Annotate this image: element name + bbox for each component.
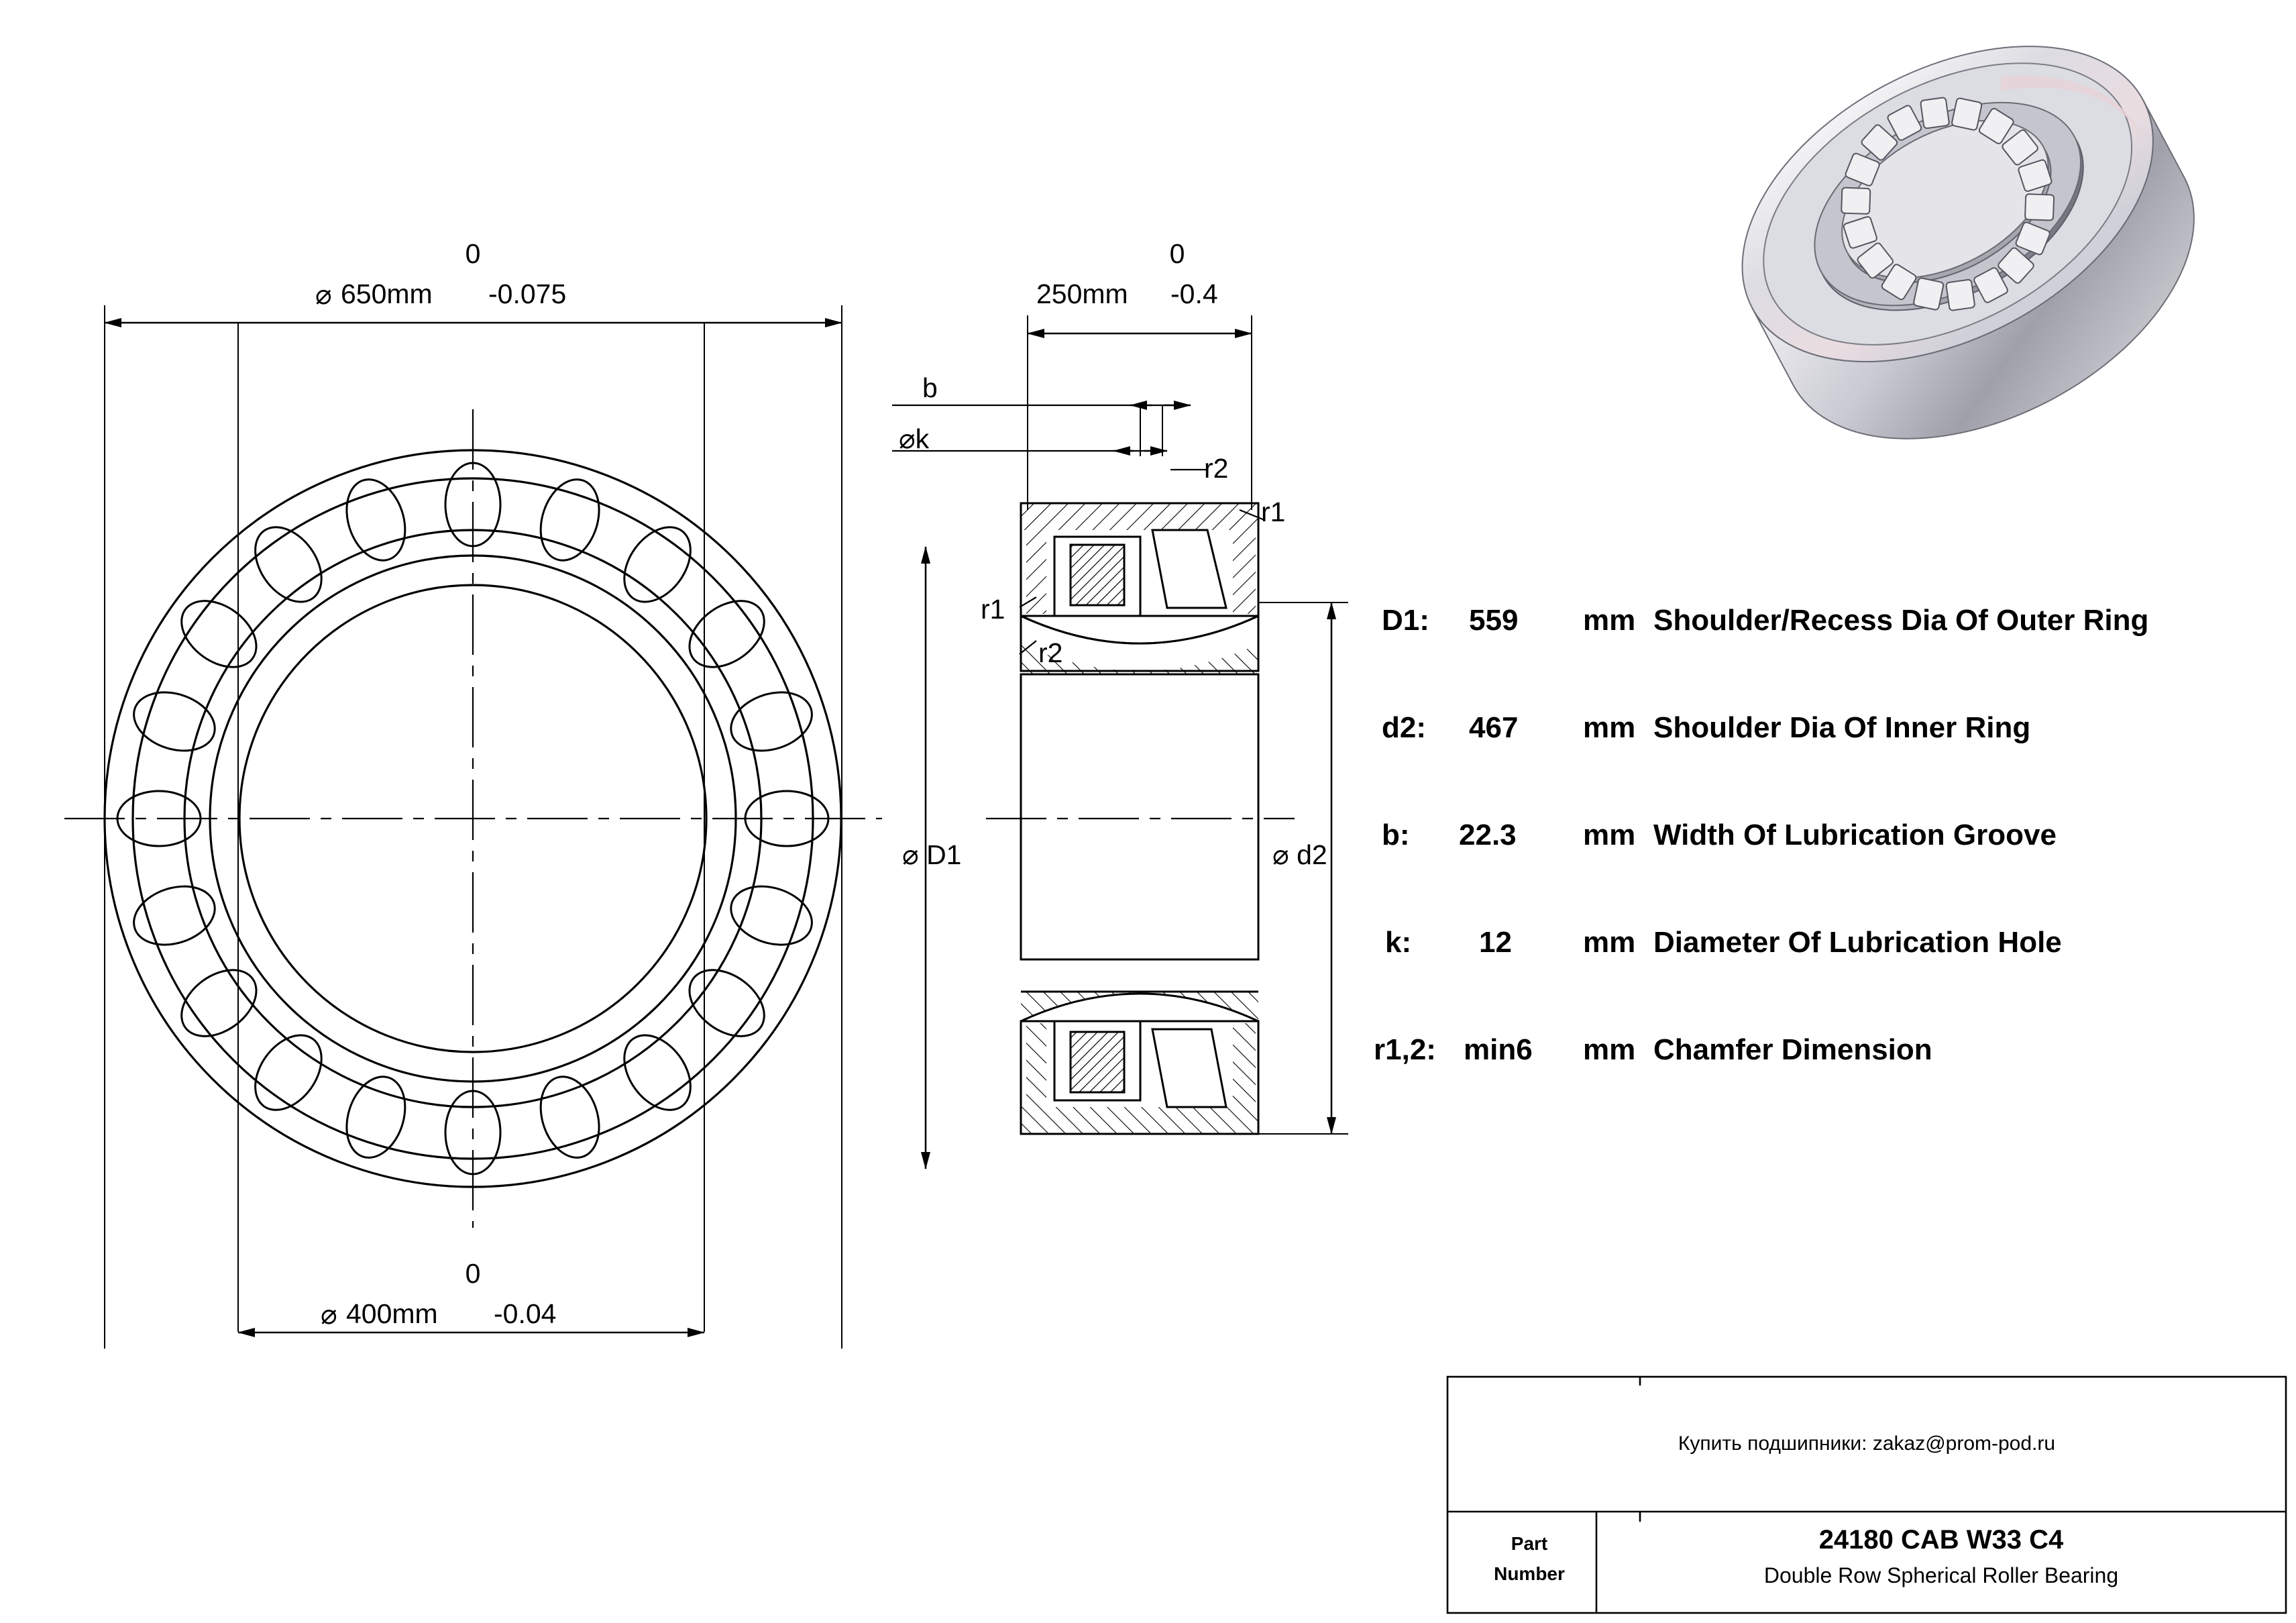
spec-value-1: 467 <box>1469 711 1519 744</box>
outer-dia-tolerance-lower: -0.075 <box>488 278 567 309</box>
label-r1-left: r1 <box>981 594 1005 625</box>
spec-value-4: min6 <box>1464 1033 1533 1066</box>
spec-value-3: 12 <box>1479 926 1512 959</box>
spec-symbol-0: D1: <box>1382 604 1429 637</box>
spec-description-3: Diameter Of Lubrication Hole <box>1653 926 2062 959</box>
label-k: ⌀k <box>899 423 930 454</box>
bearing-3d-render <box>1689 0 2247 503</box>
inner-dia-symbol: ⌀ <box>321 1299 337 1330</box>
title-block-part-label-line1: Part <box>1511 1533 1548 1554</box>
outer-dia-value: 650mm <box>341 278 433 309</box>
spec-value-2: 22.3 <box>1459 819 1517 851</box>
spec-description-4: Chamfer Dimension <box>1653 1033 1932 1066</box>
width-tolerance-upper: 0 <box>1169 238 1185 269</box>
label-r1-right: r1 <box>1261 496 1286 527</box>
spec-unit-3: mm <box>1583 926 1636 959</box>
spec-description-1: Shoulder Dia Of Inner Ring <box>1653 711 2031 744</box>
label-r2-top: r2 <box>1204 453 1229 484</box>
spec-unit-0: mm <box>1583 604 1636 637</box>
front-view <box>64 305 882 1349</box>
spec-description-0: Shoulder/Recess Dia Of Outer Ring <box>1653 604 2149 637</box>
inner-dia-value: 400mm <box>346 1298 438 1329</box>
spec-symbol-3: k: <box>1385 926 1412 959</box>
spec-unit-4: mm <box>1583 1033 1636 1066</box>
outer-dia-symbol: ⌀ <box>315 279 332 310</box>
outer-dia-tolerance-upper: 0 <box>465 238 481 269</box>
title-block-part-description: Double Row Spherical Roller Bearing <box>1763 1563 2119 1587</box>
spec-unit-2: mm <box>1583 819 1636 851</box>
inner-dia-tolerance-upper: 0 <box>465 1258 481 1289</box>
spec-value-0: 559 <box>1469 604 1519 637</box>
title-block-part-label-line2: Number <box>1494 1563 1565 1584</box>
title-block-part-number: 24180 CAB W33 C4 <box>1818 1525 2064 1555</box>
width-value: 250mm <box>1036 278 1128 309</box>
spec-symbol-4: r1,2: <box>1374 1033 1436 1066</box>
label-r2-left: r2 <box>1038 637 1063 668</box>
label-b: b <box>922 372 938 403</box>
spec-symbol-2: b: <box>1382 819 1410 851</box>
title-block-email: Купить подшипники: zakaz@prom-pod.ru <box>1678 1432 2056 1455</box>
inner-dia-tolerance-lower: -0.04 <box>494 1298 557 1329</box>
spec-symbol-1: d2: <box>1382 711 1426 744</box>
label-D1: ⌀ D1 <box>902 839 962 870</box>
width-tolerance-lower: -0.4 <box>1170 278 1218 309</box>
section-view <box>892 315 1348 1169</box>
spec-description-2: Width Of Lubrication Groove <box>1653 819 2057 851</box>
label-d2: ⌀ d2 <box>1272 839 1327 870</box>
spec-unit-1: mm <box>1583 711 1636 744</box>
